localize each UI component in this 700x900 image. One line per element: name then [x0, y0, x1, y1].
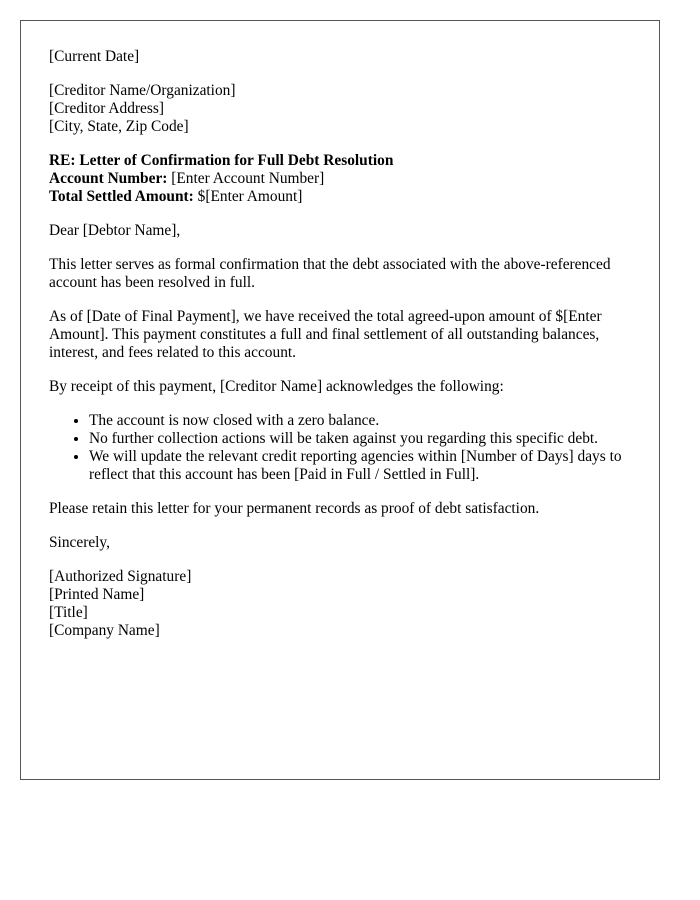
company-name: [Company Name]: [49, 622, 160, 639]
account-number-label: Account Number:: [49, 170, 168, 187]
creditor-city-state-zip: [City, State, Zip Code]: [49, 118, 189, 135]
creditor-address: [Creditor Address]: [49, 100, 164, 117]
list-item: • No further collection actions will be taken against you regarding this specific debt.: [89, 430, 632, 448]
letter-page: [20, 20, 660, 780]
settled-amount-value: $[Enter Amount]: [197, 188, 303, 205]
creditor-name: [Creditor Name/Organization]: [49, 82, 236, 99]
printed-name: [Printed Name]: [49, 586, 145, 603]
closing: Sincerely,: [49, 534, 110, 551]
signature-block: [49, 568, 632, 640]
account-number-line: [49, 170, 632, 188]
current-date: [Current Date]: [49, 48, 140, 65]
account-number-value: [Enter Account Number]: [171, 170, 325, 187]
recipient-address-block: [49, 82, 632, 136]
signer-title: [Title]: [49, 604, 88, 621]
re-line: RE: Letter of Confirmation for Full Debt Resolution: [49, 152, 394, 169]
acknowledgement-list: [49, 412, 632, 484]
list-item: • The account is now closed with a zero balance.: [89, 412, 632, 430]
body-paragraph-payment: As of [Date of Final Payment], we have received the total agreed-upon amount of $[Enter Amount]. This payment constitutes a full and final settlement of all outstanding balances, interest, and fees related to this account.: [49, 308, 602, 361]
list-item: • We will update the relevant credit reporting agencies within [Number of Days] days to reflect that this account has been [Paid in Full / Settled in Full].: [89, 448, 632, 484]
salutation: Dear [Debtor Name],: [49, 222, 181, 239]
settled-amount-label: Total Settled Amount:: [49, 188, 194, 205]
letter-date: [49, 48, 632, 66]
body-paragraph-acknowledgement-intro: By receipt of this payment, [Creditor Name] acknowledges the following:: [49, 378, 504, 395]
body-paragraph-confirmation: This letter serves as formal confirmation that the debt associated with the above-referenced account has been resolved in full.: [49, 256, 611, 291]
authorized-signature: [Authorized Signature]: [49, 568, 192, 585]
closing-paragraph: Please retain this letter for your permanent records as proof of debt satisfaction.: [49, 500, 540, 517]
subject-block: [49, 152, 632, 206]
settled-amount-line: [49, 188, 632, 206]
